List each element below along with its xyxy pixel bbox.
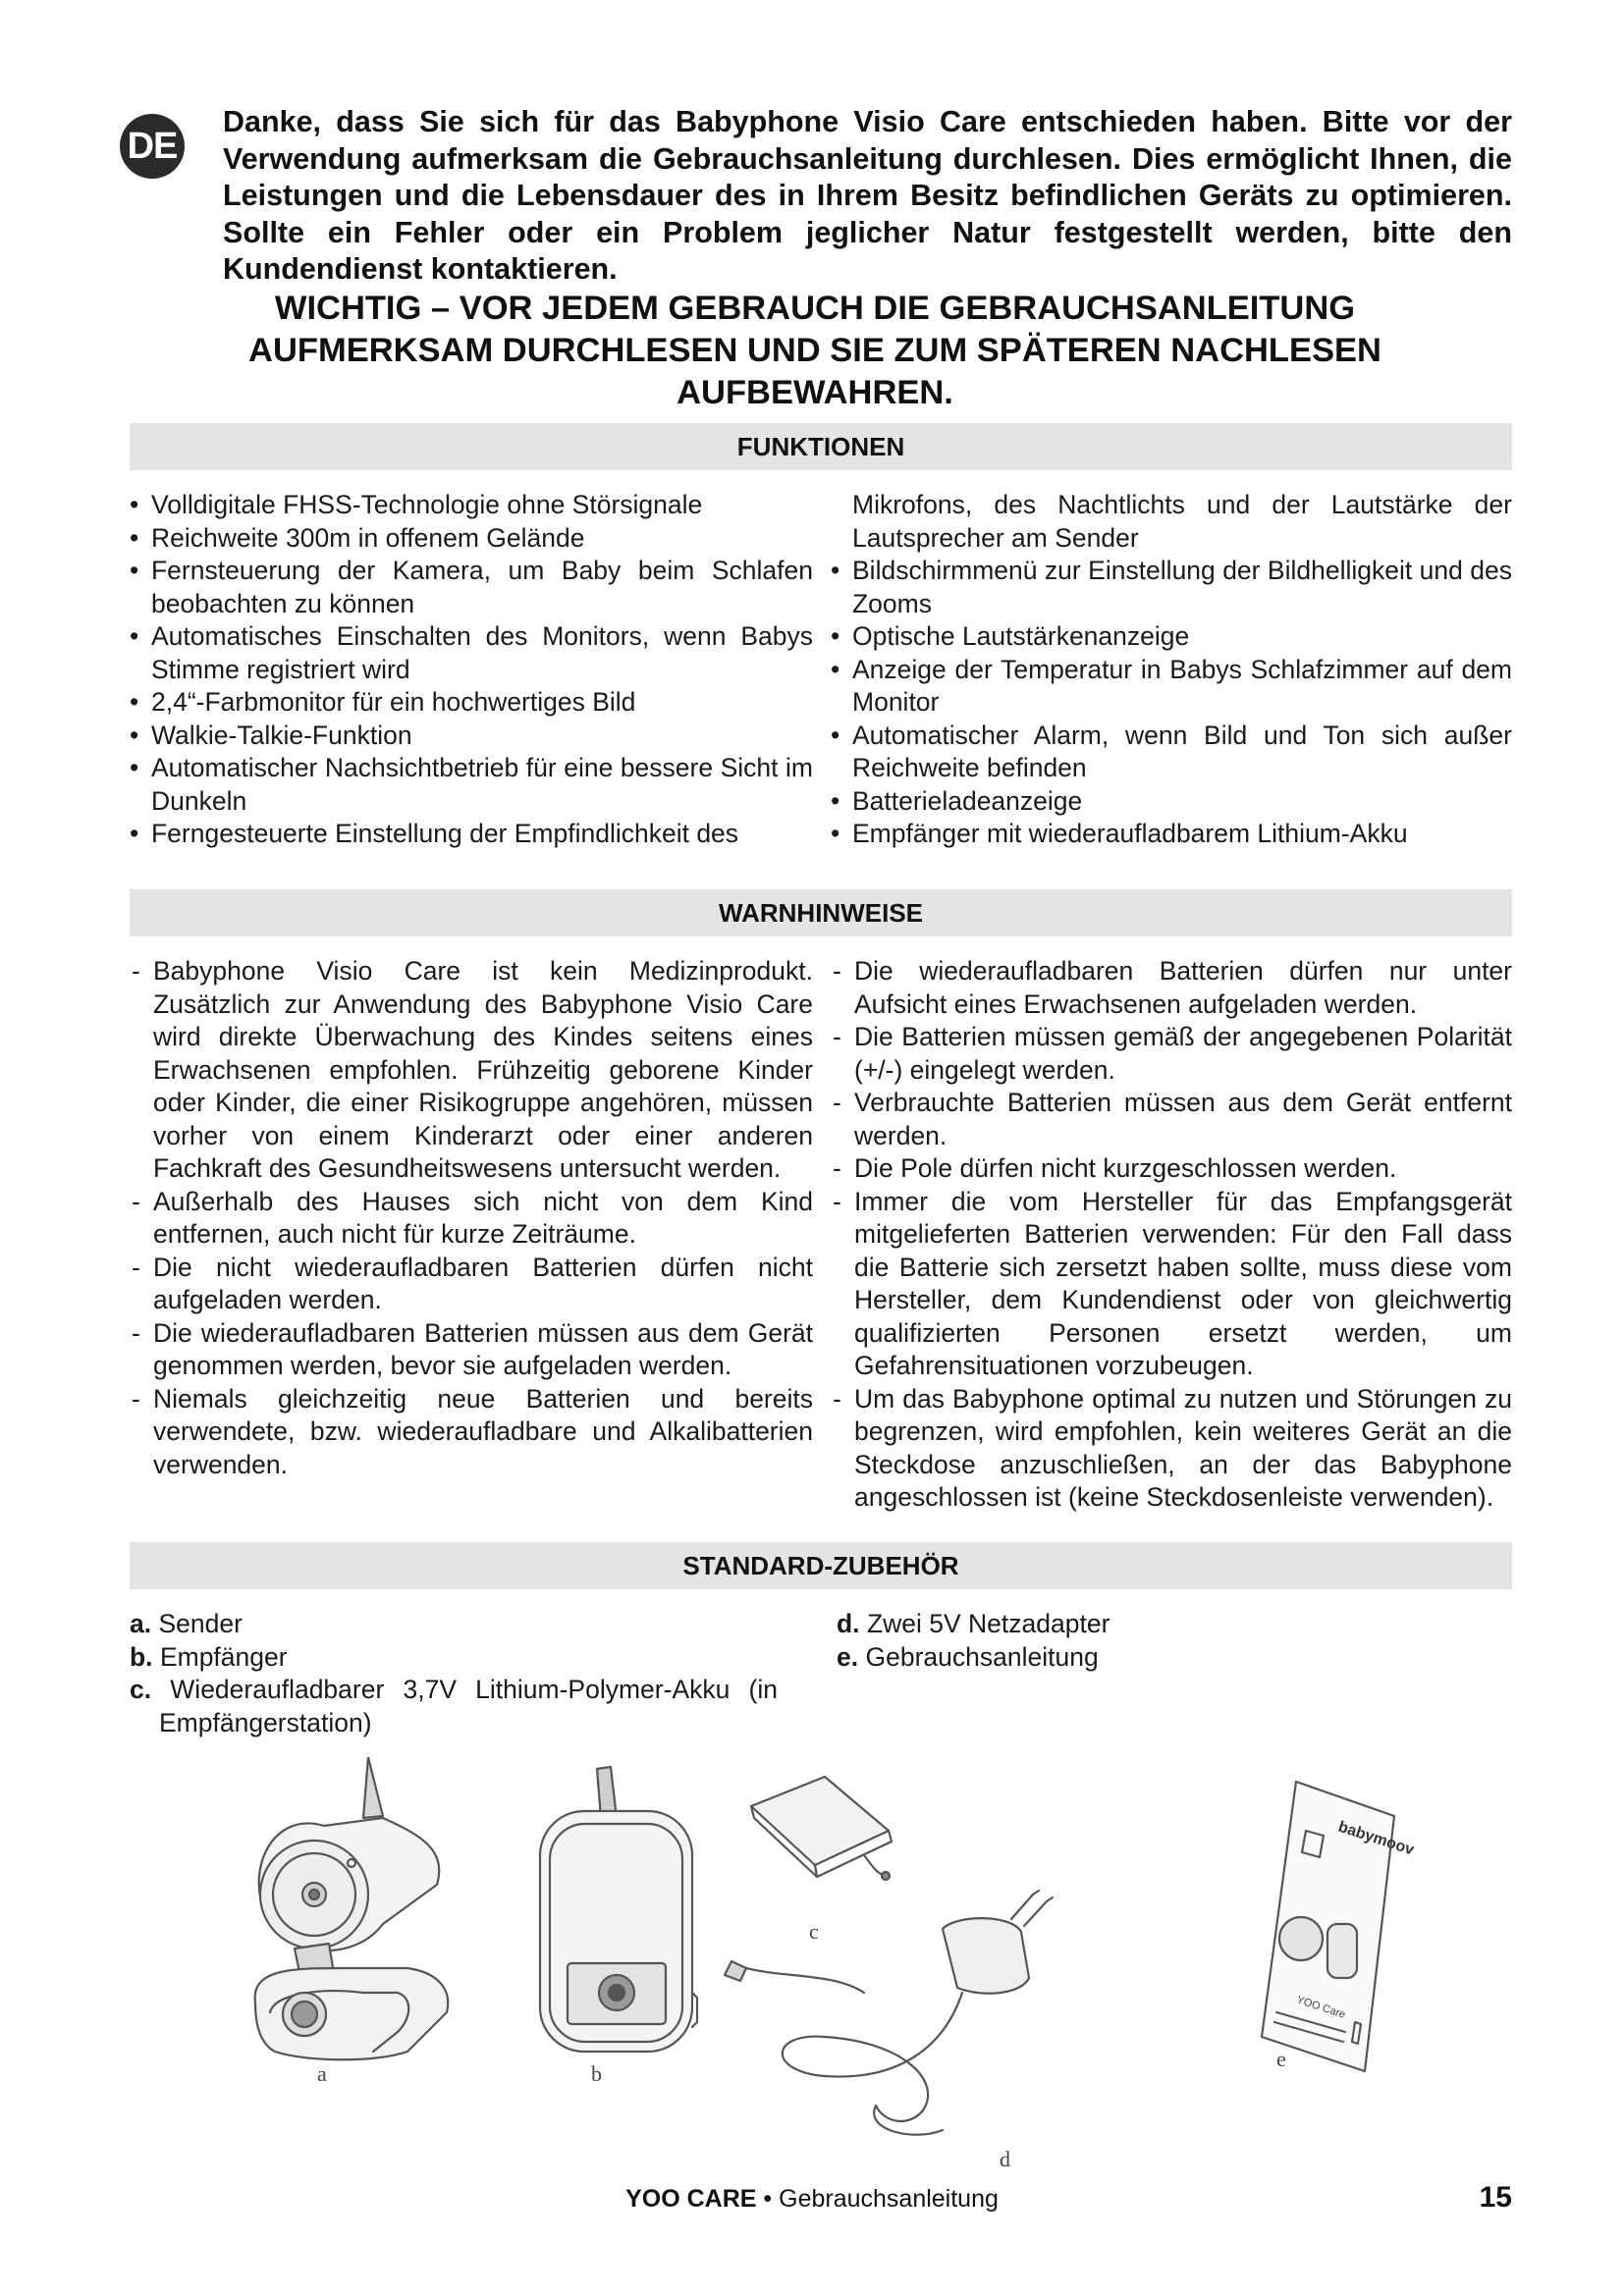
accessory-text: Wiederaufladbarer 3,7V Lithium-Polymer-Akku (in Empfängerstation) — [159, 1675, 778, 1737]
warning-item: - Die wiederaufladbaren Batterien dürfen nur unter Aufsicht eines Erwachsenen aufgeladen werden. — [831, 955, 1512, 1021]
manual-icon — [1262, 1782, 1416, 2071]
function-item: • Batterieladeanzeige — [831, 785, 1512, 819]
warnings-right-column — [831, 955, 1512, 1515]
accessory-text: Empfänger — [159, 1641, 288, 1672]
function-item: • Automatischer Nachsichtbetrieb für eine bessere Sicht im Dunkeln — [130, 752, 813, 818]
function-item: • Anzeige der Temperatur in Babys Schlafzimmer auf dem Monitor — [831, 654, 1512, 720]
warning-item: - Babyphone Visio Care ist kein Medizinprodukt. Zusätzlich zur Anwendung des Babyphone Visio Care wird direkte Überwachung des Kindes seitens eines Erwachsenen empfohlen. Frühzeitig geborene Kinder oder Kinder, die einer Risikogruppe angehören, müssen vorher von einem Kinderarzt oder einer anderen Fachkraft des Gesundheitswesens untersucht werden. — [130, 955, 813, 1186]
function-item: • Ferngesteuerte Einstellung der Empfindlichkeit des — [130, 818, 813, 851]
label-a: a — [317, 2061, 327, 2086]
function-item: • Automatisches Einschalten des Monitors, wenn Babys Stimme registriert wird — [130, 620, 813, 686]
label-c: c — [809, 1919, 819, 1944]
footer-doc: Gebrauchsanleitung — [779, 2185, 999, 2213]
footer-product: YOO CARE — [625, 2185, 757, 2213]
page-number: 15 — [1479, 2181, 1512, 2214]
accessories-heading: STANDARD-ZUBEHÖR — [130, 1542, 1512, 1589]
function-item: • Optische Lautstärkenanzeige — [831, 620, 1512, 654]
accessory-item — [837, 1608, 1485, 1641]
function-item: • Fernsteuerung der Kamera, um Baby beim Schlafen beobachten zu können — [130, 555, 813, 620]
accessory-text: Gebrauchsanleitung — [865, 1641, 1099, 1672]
warning-item: - Außerhalb des Hauses sich nicht von dem Kind entfernen, auch nicht für kurze Zeiträume. — [130, 1186, 813, 1252]
functions-heading: FUNKTIONEN — [130, 423, 1512, 470]
accessories-illustration — [236, 1757, 1453, 2169]
accessory-item — [130, 1608, 778, 1641]
intro-text: Danke, dass Sie sich für das Babyphone Visio Care entschieden haben. Bitte vor der Verwendung aufmerksam die Gebrauchsanleitung durchlesen. Dies ermöglicht Ihnen, die Leistungen und die Lebensdauer des in Ihrem Besitz befindlichen Geräts zu optimieren. Sollte ein Fehler oder ein Problem jeglicher Natur festgestellt werden, bitte den Kundendienst kontaktieren. — [223, 105, 1512, 286]
function-item: • Automatischer Alarm, wenn Bild und Ton sich außer Reichweite befinden — [831, 720, 1512, 785]
accessory-text: Sender — [158, 1609, 243, 1638]
functions-right-column — [831, 489, 1512, 851]
warning-item: - Um das Babyphone optimal zu nutzen und Störungen zu begrenzen, wird empfohlen, kein weiteres Gerät an die Steckdose anzuschließen, an der das Babyphone angeschlossen ist (keine Steckdosenleiste verwenden). — [831, 1383, 1512, 1515]
accessory-key: d. — [837, 1609, 860, 1638]
accessory-item — [130, 1641, 778, 1675]
label-e: e — [1276, 2047, 1286, 2071]
accessory-item — [130, 1674, 778, 1739]
warning-item: - Die wiederaufladbaren Batterien müssen aus dem Gerät genommen werden, bevor sie aufgeladen werden. — [130, 1317, 813, 1383]
function-item: • 2,4“-Farbmonitor für ein hochwertiges Bild — [130, 686, 813, 720]
warning-item: - Immer die vom Hersteller für das Empfangsgerät mitgelieferten Batterien verwenden: Für den Fall dass die Batterie sich zersetzt haben sollte, muss diese vom Hersteller, dem Kundendienst oder von gleichwertig qualifizierten Personen ersetzt werden, um Gefahrensituationen vorzubeugen. — [831, 1186, 1512, 1383]
function-item: • Bildschirmmenü zur Einstellung der Bildhelligkeit und des Zooms — [831, 555, 1512, 620]
function-item: • Volldigitale FHSS-Technologie ohne Störsignale — [130, 489, 813, 522]
label-d: d — [1000, 2147, 1010, 2169]
accessory-key: b. — [130, 1641, 153, 1672]
manual-product: YOO Care — [1295, 1994, 1347, 2021]
function-item: • Reichweite 300m in offenem Gelände — [130, 522, 813, 556]
footer — [0, 2185, 1624, 2214]
accessories-left-column — [130, 1608, 778, 1739]
function-item: • Empfänger mit wiederaufladbarem Lithium-Akku — [831, 818, 1512, 851]
warning-item: - Die Batterien müssen gemäß der angegebenen Polarität (+/-) eingelegt werden. — [831, 1021, 1512, 1087]
function-item: • Walkie-Talkie-Funktion — [130, 720, 813, 753]
warnings-heading: WARNHINWEISE — [130, 889, 1512, 936]
accessories-right-column — [837, 1608, 1485, 1674]
manual-brand: babymoov — [1335, 1818, 1417, 1859]
warning-item: - Verbrauchte Batterien müssen aus dem Gerät entfernt werden. — [831, 1087, 1512, 1152]
important-notice: WICHTIG – VOR JEDEM GEBRAUCH DIE GEBRAUCHSANLEITUNG AUFMERKSAM DURCHLESEN UND SIE ZUM SPÄTEREN NACHLESEN AUFBEWAHREN. — [248, 290, 1381, 411]
language-badge: DE — [120, 114, 185, 179]
functions-continuation: Mikrofons, des Nachtlichts und der Lautstärke der Lautsprecher am Sender — [852, 490, 1512, 553]
accessory-key: e. — [837, 1641, 859, 1672]
warning-item: - Die nicht wiederaufladbaren Batterien dürfen nicht aufgeladen werden. — [130, 1252, 813, 1317]
functions-left-column — [130, 489, 813, 851]
label-b: b — [591, 2061, 602, 2086]
battery-icon — [751, 1777, 892, 1880]
power-adapter-icon — [725, 1891, 1053, 2135]
accessory-text: Zwei 5V Netzadapter — [866, 1609, 1110, 1638]
accessory-item — [837, 1641, 1485, 1675]
warning-item: - Die Pole dürfen nicht kurzgeschlossen werden. — [831, 1152, 1512, 1186]
warning-item: - Niemals gleichzeitig neue Batterien und bereits verwendete, bzw. wiederaufladbare und Alkalibatterien verwenden. — [130, 1383, 813, 1482]
accessory-key: a. — [130, 1609, 152, 1638]
accessory-key: c. — [130, 1675, 152, 1704]
monitor-receiver-icon — [540, 1767, 697, 2052]
warnings-left-column — [130, 955, 813, 1481]
accessories-drawing — [236, 1757, 1453, 2169]
camera-sender-icon — [255, 1757, 449, 2059]
footer-separator: • — [763, 2185, 773, 2213]
